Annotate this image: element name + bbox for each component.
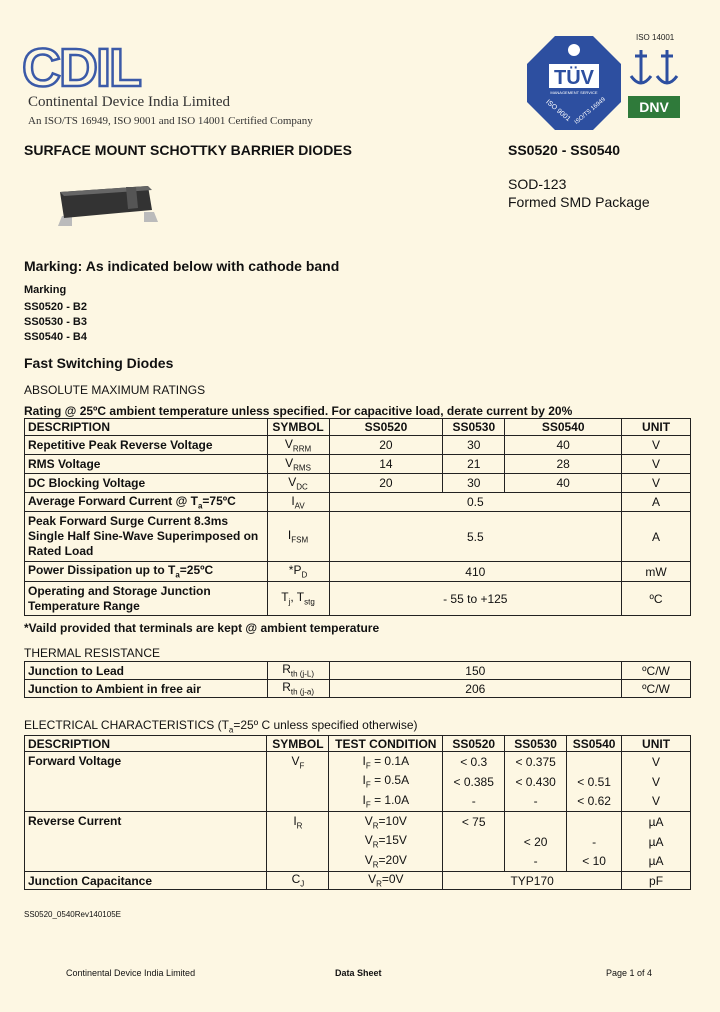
part-range: SS0520 - SS0540 [508, 142, 621, 158]
table-row: $V_R=20V$ - < 10 µA [25, 852, 691, 872]
table-row: DC Blocking Voltage $V_{DC}$ 20 30 40 V [25, 474, 691, 493]
col-header: DESCRIPTION [25, 736, 267, 752]
marking-item: SS0540 - B4 [24, 331, 87, 343]
table-row: $I_F = 1.0A$ - - < 0.62 V [25, 792, 691, 812]
table-row: Junction to Ambient in free air $R_{th (j-a)}$ 206 ºC/W [25, 680, 691, 698]
abs-max-heading: ABSOLUTE MAXIMUM RATINGS [24, 383, 206, 397]
col-header: SS0530 [505, 736, 567, 752]
iso14001-label: ISO 14001 [636, 33, 675, 42]
thermal-table [24, 661, 691, 698]
col-header: SS0520 [443, 736, 505, 752]
table-row: $V_R=15V$ < 20 - µA [25, 832, 691, 852]
table-row: Forward Voltage $V_F$ $I_F = 0.1A$ < 0.3 < 0.375 V [25, 752, 691, 772]
table-row: Junction Capacitance $C_J$ $V_R=0V$ TYP170 pF [25, 872, 691, 890]
svg-text:MANAGEMENT SERVICE: MANAGEMENT SERVICE [550, 90, 598, 95]
company-logo [22, 40, 142, 97]
anchor-icon [627, 44, 681, 92]
col-header: SS0530 [443, 419, 505, 436]
thermal-heading: THERMAL RESISTANCE [24, 646, 161, 660]
elec-table [24, 735, 691, 890]
table-row: $I_F = 0.5A$ < 0.385 < 0.430 < 0.51 V [25, 772, 691, 792]
abs-max-note: Rating @ 25ºC ambient temperature unless specified. For capacitive load, derate current by 20% [24, 404, 573, 418]
table-row: RMS Voltage $V_{RMS}$ 14 21 28 V [25, 455, 691, 474]
col-header: SS0540 [505, 419, 622, 436]
table-row: Repetitive Peak Reverse Voltage $V_{RRM}$ 20 30 40 V [25, 436, 691, 455]
abs-max-footnote: *Vaild provided that terminals are kept @ ambient temperature [24, 621, 380, 635]
doc-reference: SS0520_0540Rev140105E [24, 910, 121, 919]
main-title: SURFACE MOUNT SCHOTTKY BARRIER DIODES [24, 142, 352, 158]
dnv-badge: DNV [628, 96, 680, 118]
company-certification: An ISO/TS 16949, ISO 9001 and ISO 14001 Certified Company [28, 115, 313, 127]
table-row: Junction to Lead $R_{th (j-L)}$ 150 ºC/W [25, 662, 691, 680]
footer-center: Data Sheet [335, 968, 382, 978]
col-header: DESCRIPTION [25, 419, 268, 436]
footer-right: Page 1 of 4 [606, 968, 653, 978]
marking-item: SS0530 - B3 [24, 316, 87, 328]
table-row: Peak Forward Surge Current 8.3ms Single Half Sine-Wave Superimposed on Rated Load $I_{FSM}$ 5.5 A [25, 512, 691, 562]
col-header: TEST CONDITION [329, 736, 443, 752]
table-row: Operating and Storage Junction Temperature Range $T_j$, $T_{stg}$ - 55 to +125 ºC [25, 582, 691, 616]
table-row: Average Forward Current @ $T_a=75ºC$ $I_{AV}$ 0.5 A [25, 493, 691, 512]
feature-text: Fast Switching Diodes [24, 355, 174, 371]
package-type: SOD-123 [508, 176, 567, 192]
svg-text:TÜV: TÜV [554, 67, 594, 89]
package-desc: Formed SMD Package [508, 194, 650, 210]
col-header: SYMBOL [267, 736, 329, 752]
table-row: Power Dissipation up to $T_a=25ºC$ $*P_D$ 410 mW [25, 562, 691, 582]
marking-label: Marking [24, 284, 67, 296]
abs-max-table [24, 418, 691, 616]
col-header: SS0520 [329, 419, 443, 436]
marking-item: SS0520 - B2 [24, 301, 87, 313]
tuv-badge [527, 36, 621, 130]
elec-heading: ELECTRICAL CHARACTERISTICS ($T_a=25º$ C unless specified otherwise) [24, 718, 418, 735]
col-header: SYMBOL [267, 419, 329, 436]
svg-text:ISO 9001: ISO 9001 [544, 98, 572, 124]
logo-text: CDIL [22, 40, 140, 92]
company-name: Continental Device India Limited [28, 94, 231, 110]
table-row: Reverse Current $I_R$ $V_R=10V$ < 75 µA [25, 812, 691, 832]
col-header: SS0540 [567, 736, 622, 752]
footer-left: Continental Device India Limited [66, 968, 196, 978]
marking-heading: Marking: As indicated below with cathode band [24, 258, 340, 274]
col-header: UNIT [622, 736, 691, 752]
svg-text:ISO/TS 16949: ISO/TS 16949 [573, 96, 607, 126]
sod123-package-image [56, 182, 160, 232]
col-header: UNIT [622, 419, 691, 436]
